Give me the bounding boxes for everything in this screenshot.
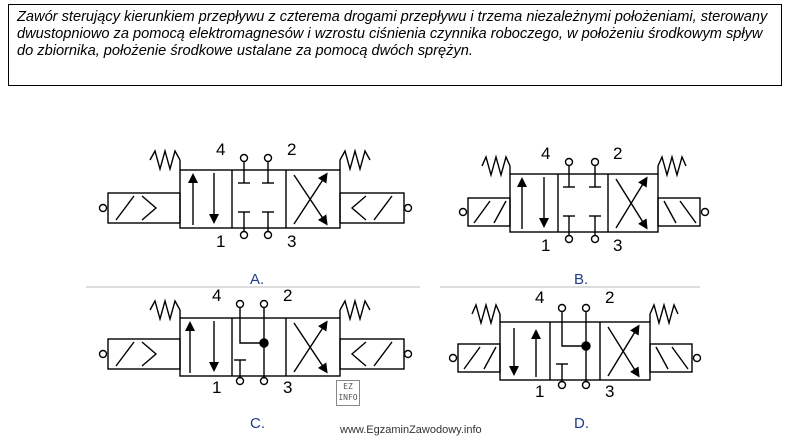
option-d-port-2: 2 xyxy=(605,288,615,307)
option-b-pilot-left xyxy=(460,209,467,216)
option-d-pilot-left xyxy=(450,355,457,362)
option-c[interactable] xyxy=(100,301,412,385)
option-d-port-4: 4 xyxy=(535,288,545,307)
question-text: Zawór sterujący kierunkiem przepływu z czterema drogami przepływu i trzema niezależnymi położeniami, sterowany dwustopniowo za pomocą elektromagnesów i wzrostu ciśnienia czynnika roboczego, w położeniu środkowym spływ do zbiornika, położenie środkowe ustalane za pomocą dwóch sprężyn. xyxy=(17,9,768,59)
option-b-port-2: 2 xyxy=(613,144,623,163)
option-c-port-2: 2 xyxy=(283,286,293,305)
option-c-solenoid-right xyxy=(340,339,404,369)
option-c-port-1: 1 xyxy=(212,378,222,397)
option-d-label[interactable]: D. xyxy=(574,415,589,432)
option-d-port-3: 3 xyxy=(605,382,615,401)
option-a-pilot-right xyxy=(405,205,412,212)
option-a[interactable] xyxy=(100,151,412,239)
option-d-valve-body xyxy=(500,322,650,380)
option-b-port-3: 3 xyxy=(613,236,623,255)
option-a-port-4: 4 xyxy=(216,140,226,159)
option-a-port-2: 2 xyxy=(287,140,297,159)
option-c-pilot-left xyxy=(100,351,107,358)
option-a-valve-body xyxy=(180,170,340,228)
option-a-port-1: 1 xyxy=(216,232,226,251)
watermark-logo: EZ INFO xyxy=(336,380,360,406)
option-c-pilot-right xyxy=(405,351,412,358)
option-b-pilot-right xyxy=(702,209,709,216)
option-a-label[interactable]: A. xyxy=(250,271,265,288)
option-c-port-3: 3 xyxy=(283,378,293,397)
option-b-port-4: 4 xyxy=(541,144,551,163)
option-a-solenoid-right xyxy=(340,193,404,223)
option-d-pilot-right xyxy=(694,355,701,362)
option-d[interactable] xyxy=(450,305,701,389)
option-b-port-1: 1 xyxy=(541,236,551,255)
option-b-valve-body xyxy=(510,174,658,232)
option-a-port-3: 3 xyxy=(287,232,297,251)
option-c-label[interactable]: C. xyxy=(250,415,265,432)
option-b-label[interactable]: B. xyxy=(574,271,589,288)
option-d-port-1: 1 xyxy=(535,382,545,401)
option-a-pilot-left xyxy=(100,205,107,212)
option-c-port-4: 4 xyxy=(212,286,222,305)
footer-url: www.EgzaminZawodowy.info xyxy=(340,424,482,436)
option-b[interactable] xyxy=(460,157,709,243)
option-c-valve-body xyxy=(180,318,340,376)
